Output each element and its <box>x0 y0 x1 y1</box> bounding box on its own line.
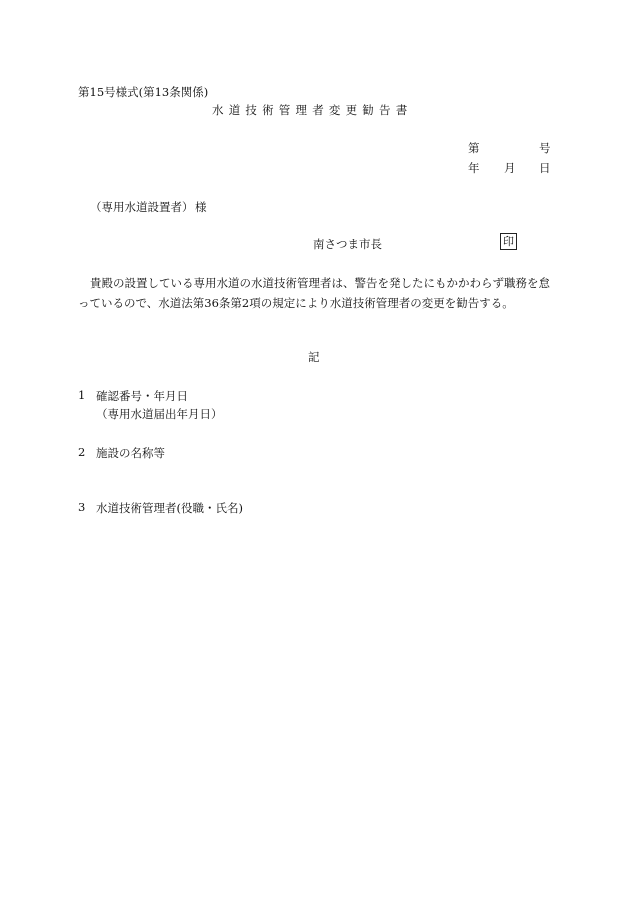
item-2-number: 2 <box>78 445 86 459</box>
item-1-number: 1 <box>78 388 86 402</box>
addressee-honorific: 様 <box>195 200 207 214</box>
addressee-name: （専用水道設置者） <box>90 200 194 214</box>
notes-heading: 記 <box>308 350 320 364</box>
date-year-label: 年 <box>468 161 480 175</box>
date-day-label: 日 <box>539 161 551 175</box>
form-number-label: 第15号様式(第13条関係) <box>78 85 209 99</box>
reference-number-suffix: 号 <box>539 141 551 155</box>
item-1-label: 確認番号・年月日 <box>96 389 188 403</box>
document-title: 水道技術管理者変更勧告書 <box>212 103 413 117</box>
body-paragraph: 貴殿の設置している専用水道の水道技術管理者は、警告を発したにもかかわらず職務を怠っているので、水道法第36条第2項の規定により水道技術管理者の変更を勧告する。 <box>78 276 550 310</box>
item-3-number: 3 <box>78 500 86 514</box>
item-3-label: 水道技術管理者(役職・氏名) <box>96 501 243 515</box>
reference-number-prefix: 第 <box>468 141 480 155</box>
issuer-name: 南さつま市長 <box>313 237 382 251</box>
item-1-sublabel: （専用水道届出年月日） <box>96 407 223 421</box>
seal-stamp: 印 <box>500 233 517 250</box>
item-2-label: 施設の名称等 <box>96 446 165 460</box>
date-month-label: 月 <box>504 161 516 175</box>
